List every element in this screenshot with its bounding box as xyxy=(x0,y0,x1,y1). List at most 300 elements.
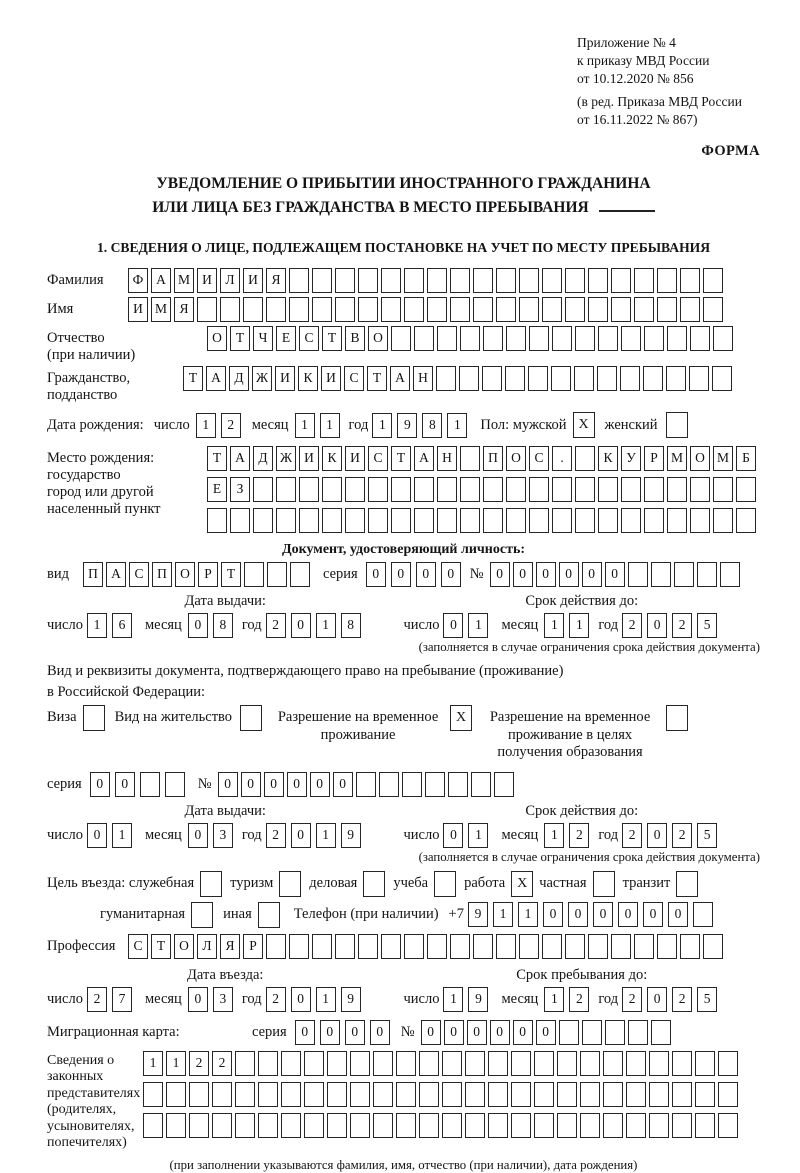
char-box[interactable] xyxy=(322,508,342,533)
char-box[interactable]: 3 xyxy=(213,987,233,1012)
char-box[interactable] xyxy=(304,1051,324,1076)
char-box[interactable]: С xyxy=(344,366,364,391)
char-box[interactable]: 0 xyxy=(310,772,330,797)
business-checkbox[interactable] xyxy=(363,871,385,897)
char-box[interactable] xyxy=(212,1082,232,1107)
char-box[interactable]: И xyxy=(128,297,148,322)
char-box[interactable]: 1 xyxy=(518,902,538,927)
char-box[interactable]: 2 xyxy=(87,987,107,1012)
char-box[interactable]: О xyxy=(174,934,194,959)
char-box[interactable] xyxy=(575,477,595,502)
char-box[interactable] xyxy=(690,477,710,502)
char-box[interactable] xyxy=(483,477,503,502)
char-box[interactable]: 0 xyxy=(593,902,613,927)
char-box[interactable]: Т xyxy=(322,326,342,351)
char-box[interactable]: 0 xyxy=(647,823,667,848)
char-box[interactable]: 0 xyxy=(295,1020,315,1045)
char-box[interactable] xyxy=(258,1113,278,1138)
char-box[interactable] xyxy=(588,297,608,322)
char-box[interactable]: 0 xyxy=(345,1020,365,1045)
char-box[interactable] xyxy=(649,1082,669,1107)
char-box[interactable] xyxy=(689,366,709,391)
char-box[interactable]: 2 xyxy=(266,613,286,638)
char-box[interactable]: 0 xyxy=(291,823,311,848)
char-box[interactable] xyxy=(690,508,710,533)
char-box[interactable]: 5 xyxy=(697,823,717,848)
char-box[interactable] xyxy=(419,1113,439,1138)
char-box[interactable] xyxy=(304,1082,324,1107)
char-box[interactable] xyxy=(345,508,365,533)
char-box[interactable] xyxy=(703,934,723,959)
char-box[interactable]: 1 xyxy=(372,413,392,438)
char-box[interactable]: П xyxy=(483,446,503,471)
char-box[interactable] xyxy=(473,268,493,293)
char-box[interactable]: 1 xyxy=(447,413,467,438)
char-box[interactable] xyxy=(327,1051,347,1076)
char-box[interactable] xyxy=(713,508,733,533)
char-box[interactable] xyxy=(312,268,332,293)
char-box[interactable] xyxy=(483,508,503,533)
char-box[interactable] xyxy=(335,297,355,322)
char-box[interactable] xyxy=(442,1051,462,1076)
char-box[interactable] xyxy=(559,1020,579,1045)
char-box[interactable]: П xyxy=(152,562,172,587)
char-box[interactable]: 1 xyxy=(544,823,564,848)
char-box[interactable] xyxy=(542,297,562,322)
tourism-checkbox[interactable] xyxy=(279,871,301,897)
male-checkbox[interactable]: X xyxy=(573,412,595,438)
char-box[interactable] xyxy=(505,366,525,391)
char-box[interactable]: 1 xyxy=(316,823,336,848)
char-box[interactable]: И xyxy=(345,446,365,471)
char-box[interactable] xyxy=(565,297,585,322)
char-box[interactable] xyxy=(488,1051,508,1076)
char-box[interactable] xyxy=(565,268,585,293)
char-box[interactable] xyxy=(575,446,595,471)
char-box[interactable] xyxy=(552,477,572,502)
char-box[interactable] xyxy=(695,1051,715,1076)
char-box[interactable] xyxy=(667,477,687,502)
char-box[interactable] xyxy=(580,1051,600,1076)
char-box[interactable]: Т xyxy=(221,562,241,587)
char-box[interactable] xyxy=(621,508,641,533)
char-box[interactable] xyxy=(281,1113,301,1138)
char-box[interactable]: 0 xyxy=(443,613,463,638)
char-box[interactable]: 0 xyxy=(536,1020,556,1045)
char-box[interactable] xyxy=(391,508,411,533)
char-box[interactable]: 2 xyxy=(266,987,286,1012)
char-box[interactable] xyxy=(373,1113,393,1138)
char-box[interactable]: 3 xyxy=(213,823,233,848)
char-box[interactable]: 9 xyxy=(397,413,417,438)
temp-residence-checkbox[interactable]: X xyxy=(450,705,472,731)
char-box[interactable] xyxy=(473,934,493,959)
char-box[interactable]: А xyxy=(151,268,171,293)
char-box[interactable] xyxy=(266,934,286,959)
char-box[interactable] xyxy=(496,934,516,959)
char-box[interactable] xyxy=(621,477,641,502)
char-box[interactable] xyxy=(718,1082,738,1107)
char-box[interactable] xyxy=(697,562,717,587)
char-box[interactable] xyxy=(414,326,434,351)
char-box[interactable] xyxy=(519,934,539,959)
char-box[interactable]: П xyxy=(83,562,103,587)
char-box[interactable] xyxy=(588,268,608,293)
char-box[interactable] xyxy=(419,1082,439,1107)
char-box[interactable] xyxy=(253,508,273,533)
char-box[interactable] xyxy=(299,508,319,533)
char-box[interactable]: 0 xyxy=(287,772,307,797)
char-box[interactable]: Ч xyxy=(253,326,273,351)
char-box[interactable] xyxy=(488,1113,508,1138)
char-box[interactable] xyxy=(391,326,411,351)
char-box[interactable]: 9 xyxy=(341,987,361,1012)
study-checkbox[interactable] xyxy=(434,871,456,897)
char-box[interactable]: 2 xyxy=(672,823,692,848)
char-box[interactable]: 1 xyxy=(112,823,132,848)
char-box[interactable] xyxy=(494,772,514,797)
char-box[interactable] xyxy=(304,1113,324,1138)
char-box[interactable] xyxy=(197,297,217,322)
char-box[interactable] xyxy=(657,934,677,959)
char-box[interactable] xyxy=(482,366,502,391)
char-box[interactable] xyxy=(651,562,671,587)
char-box[interactable] xyxy=(368,508,388,533)
char-box[interactable]: А xyxy=(230,446,250,471)
char-box[interactable] xyxy=(379,772,399,797)
char-box[interactable] xyxy=(358,268,378,293)
char-box[interactable] xyxy=(534,1051,554,1076)
char-box[interactable] xyxy=(442,1113,462,1138)
char-box[interactable]: 0 xyxy=(647,987,667,1012)
char-box[interactable] xyxy=(437,477,457,502)
char-box[interactable] xyxy=(712,366,732,391)
char-box[interactable] xyxy=(603,1113,623,1138)
char-box[interactable] xyxy=(437,508,457,533)
char-box[interactable]: 1 xyxy=(468,613,488,638)
char-box[interactable] xyxy=(667,326,687,351)
char-box[interactable] xyxy=(597,366,617,391)
char-box[interactable] xyxy=(611,268,631,293)
char-box[interactable]: 0 xyxy=(291,987,311,1012)
char-box[interactable] xyxy=(276,477,296,502)
char-box[interactable] xyxy=(580,1082,600,1107)
char-box[interactable] xyxy=(404,268,424,293)
char-box[interactable]: 1 xyxy=(569,613,589,638)
char-box[interactable]: А xyxy=(206,366,226,391)
char-box[interactable] xyxy=(605,1020,625,1045)
char-box[interactable] xyxy=(644,477,664,502)
char-box[interactable] xyxy=(551,366,571,391)
char-box[interactable] xyxy=(450,297,470,322)
char-box[interactable]: 0 xyxy=(264,772,284,797)
char-box[interactable]: 0 xyxy=(467,1020,487,1045)
char-box[interactable] xyxy=(634,268,654,293)
char-box[interactable] xyxy=(575,326,595,351)
char-box[interactable] xyxy=(511,1113,531,1138)
char-box[interactable] xyxy=(427,934,447,959)
char-box[interactable] xyxy=(358,297,378,322)
char-box[interactable] xyxy=(391,477,411,502)
char-box[interactable]: 8 xyxy=(213,613,233,638)
humanitarian-checkbox[interactable] xyxy=(191,902,213,928)
char-box[interactable] xyxy=(672,1051,692,1076)
char-box[interactable] xyxy=(483,326,503,351)
char-box[interactable] xyxy=(396,1113,416,1138)
char-box[interactable]: Т xyxy=(151,934,171,959)
char-box[interactable]: 0 xyxy=(568,902,588,927)
char-box[interactable]: 2 xyxy=(672,987,692,1012)
char-box[interactable] xyxy=(496,268,516,293)
char-box[interactable]: Т xyxy=(207,446,227,471)
char-box[interactable] xyxy=(634,297,654,322)
char-box[interactable]: А xyxy=(414,446,434,471)
char-box[interactable] xyxy=(404,934,424,959)
char-box[interactable]: 2 xyxy=(212,1051,232,1076)
char-box[interactable] xyxy=(381,934,401,959)
residence-permit-checkbox[interactable] xyxy=(240,705,262,731)
other-checkbox[interactable] xyxy=(258,902,280,928)
char-box[interactable] xyxy=(528,366,548,391)
char-box[interactable] xyxy=(459,366,479,391)
char-box[interactable] xyxy=(460,446,480,471)
char-box[interactable] xyxy=(258,1082,278,1107)
char-box[interactable] xyxy=(266,297,286,322)
char-box[interactable]: Л xyxy=(220,268,240,293)
char-box[interactable] xyxy=(165,772,185,797)
char-box[interactable]: О xyxy=(506,446,526,471)
char-box[interactable]: 0 xyxy=(416,562,436,587)
char-box[interactable] xyxy=(643,366,663,391)
char-box[interactable]: 5 xyxy=(697,987,717,1012)
char-box[interactable] xyxy=(368,477,388,502)
char-box[interactable]: И xyxy=(299,446,319,471)
char-box[interactable]: О xyxy=(690,446,710,471)
char-box[interactable]: 0 xyxy=(536,562,556,587)
char-box[interactable] xyxy=(657,297,677,322)
char-box[interactable] xyxy=(281,1051,301,1076)
char-box[interactable]: Я xyxy=(174,297,194,322)
char-box[interactable] xyxy=(690,326,710,351)
char-box[interactable]: А xyxy=(106,562,126,587)
char-box[interactable] xyxy=(693,902,713,927)
char-box[interactable] xyxy=(621,326,641,351)
char-box[interactable]: 7 xyxy=(112,987,132,1012)
char-box[interactable] xyxy=(235,1051,255,1076)
char-box[interactable] xyxy=(289,297,309,322)
char-box[interactable] xyxy=(373,1082,393,1107)
char-box[interactable] xyxy=(327,1082,347,1107)
char-box[interactable] xyxy=(166,1113,186,1138)
char-box[interactable]: 0 xyxy=(366,562,386,587)
char-box[interactable]: О xyxy=(175,562,195,587)
char-box[interactable]: 0 xyxy=(441,562,461,587)
char-box[interactable] xyxy=(506,508,526,533)
char-box[interactable] xyxy=(460,508,480,533)
char-box[interactable] xyxy=(519,297,539,322)
char-box[interactable] xyxy=(381,268,401,293)
char-box[interactable] xyxy=(460,477,480,502)
char-box[interactable] xyxy=(425,772,445,797)
char-box[interactable] xyxy=(442,1082,462,1107)
char-box[interactable] xyxy=(253,477,273,502)
char-box[interactable]: 8 xyxy=(422,413,442,438)
char-box[interactable] xyxy=(381,297,401,322)
char-box[interactable] xyxy=(574,366,594,391)
char-box[interactable] xyxy=(488,1082,508,1107)
char-box[interactable]: Я xyxy=(220,934,240,959)
char-box[interactable] xyxy=(419,1051,439,1076)
char-box[interactable]: 1 xyxy=(143,1051,163,1076)
private-checkbox[interactable] xyxy=(593,871,615,897)
char-box[interactable] xyxy=(666,366,686,391)
char-box[interactable] xyxy=(207,508,227,533)
char-box[interactable] xyxy=(598,477,618,502)
char-box[interactable]: 0 xyxy=(490,1020,510,1045)
char-box[interactable]: 1 xyxy=(443,987,463,1012)
char-box[interactable] xyxy=(230,508,250,533)
char-box[interactable]: Ж xyxy=(276,446,296,471)
char-box[interactable] xyxy=(713,477,733,502)
char-box[interactable]: 2 xyxy=(266,823,286,848)
char-box[interactable]: 0 xyxy=(513,1020,533,1045)
char-box[interactable]: Я xyxy=(266,268,286,293)
char-box[interactable]: 2 xyxy=(672,613,692,638)
char-box[interactable]: Б xyxy=(736,446,756,471)
char-box[interactable]: 9 xyxy=(468,987,488,1012)
char-box[interactable] xyxy=(220,297,240,322)
official-checkbox[interactable] xyxy=(200,871,222,897)
char-box[interactable] xyxy=(644,508,664,533)
char-box[interactable]: 1 xyxy=(196,413,216,438)
char-box[interactable]: 1 xyxy=(544,987,564,1012)
char-box[interactable] xyxy=(580,1113,600,1138)
char-box[interactable]: 2 xyxy=(569,823,589,848)
char-box[interactable] xyxy=(471,772,491,797)
char-box[interactable]: В xyxy=(345,326,365,351)
visa-checkbox[interactable] xyxy=(83,705,105,731)
char-box[interactable]: М xyxy=(174,268,194,293)
char-box[interactable]: Ф xyxy=(128,268,148,293)
char-box[interactable]: Т xyxy=(183,366,203,391)
char-box[interactable] xyxy=(598,508,618,533)
char-box[interactable]: 0 xyxy=(643,902,663,927)
char-box[interactable]: К xyxy=(322,446,342,471)
char-box[interactable]: Е xyxy=(276,326,296,351)
char-box[interactable] xyxy=(534,1113,554,1138)
char-box[interactable]: . xyxy=(552,446,572,471)
char-box[interactable] xyxy=(450,268,470,293)
char-box[interactable]: У xyxy=(621,446,641,471)
char-box[interactable] xyxy=(166,1082,186,1107)
char-box[interactable]: 6 xyxy=(112,613,132,638)
char-box[interactable]: 0 xyxy=(490,562,510,587)
char-box[interactable] xyxy=(473,297,493,322)
char-box[interactable] xyxy=(465,1051,485,1076)
char-box[interactable] xyxy=(519,268,539,293)
char-box[interactable] xyxy=(657,268,677,293)
char-box[interactable]: 9 xyxy=(468,902,488,927)
char-box[interactable]: Д xyxy=(229,366,249,391)
char-box[interactable]: 0 xyxy=(391,562,411,587)
char-box[interactable] xyxy=(672,1113,692,1138)
char-box[interactable]: А xyxy=(390,366,410,391)
char-box[interactable] xyxy=(345,477,365,502)
char-box[interactable] xyxy=(350,1051,370,1076)
char-box[interactable]: 0 xyxy=(115,772,135,797)
char-box[interactable] xyxy=(460,326,480,351)
char-box[interactable]: 0 xyxy=(370,1020,390,1045)
char-box[interactable] xyxy=(634,934,654,959)
char-box[interactable]: 0 xyxy=(543,902,563,927)
char-box[interactable] xyxy=(465,1082,485,1107)
char-box[interactable] xyxy=(529,326,549,351)
char-box[interactable] xyxy=(557,1082,577,1107)
char-box[interactable]: 2 xyxy=(622,987,642,1012)
char-box[interactable] xyxy=(511,1082,531,1107)
char-box[interactable] xyxy=(143,1113,163,1138)
char-box[interactable]: 0 xyxy=(582,562,602,587)
char-box[interactable] xyxy=(644,326,664,351)
char-box[interactable]: 1 xyxy=(316,613,336,638)
char-box[interactable] xyxy=(674,562,694,587)
char-box[interactable]: И xyxy=(197,268,217,293)
char-box[interactable] xyxy=(289,268,309,293)
char-box[interactable]: 0 xyxy=(241,772,261,797)
char-box[interactable]: 0 xyxy=(513,562,533,587)
char-box[interactable]: Л xyxy=(197,934,217,959)
char-box[interactable]: 1 xyxy=(316,987,336,1012)
char-box[interactable] xyxy=(276,508,296,533)
char-box[interactable] xyxy=(672,1082,692,1107)
char-box[interactable] xyxy=(427,297,447,322)
char-box[interactable] xyxy=(143,1082,163,1107)
char-box[interactable] xyxy=(713,326,733,351)
char-box[interactable] xyxy=(396,1082,416,1107)
char-box[interactable] xyxy=(212,1113,232,1138)
char-box[interactable] xyxy=(534,1082,554,1107)
char-box[interactable] xyxy=(327,1113,347,1138)
char-box[interactable]: 0 xyxy=(668,902,688,927)
char-box[interactable]: 0 xyxy=(188,987,208,1012)
char-box[interactable]: 0 xyxy=(605,562,625,587)
char-box[interactable] xyxy=(465,1113,485,1138)
char-box[interactable] xyxy=(628,1020,648,1045)
char-box[interactable]: 0 xyxy=(421,1020,441,1045)
char-box[interactable]: 1 xyxy=(87,613,107,638)
char-box[interactable]: 0 xyxy=(291,613,311,638)
char-box[interactable]: М xyxy=(667,446,687,471)
char-box[interactable]: М xyxy=(151,297,171,322)
char-box[interactable] xyxy=(290,562,310,587)
char-box[interactable] xyxy=(603,1051,623,1076)
female-checkbox[interactable] xyxy=(666,412,688,438)
char-box[interactable] xyxy=(529,508,549,533)
char-box[interactable] xyxy=(626,1082,646,1107)
transit-checkbox[interactable] xyxy=(676,871,698,897)
char-box[interactable]: С xyxy=(299,326,319,351)
char-box[interactable] xyxy=(557,1051,577,1076)
char-box[interactable]: 0 xyxy=(559,562,579,587)
char-box[interactable]: Т xyxy=(367,366,387,391)
char-box[interactable] xyxy=(552,508,572,533)
char-box[interactable]: С xyxy=(129,562,149,587)
char-box[interactable] xyxy=(189,1082,209,1107)
char-box[interactable] xyxy=(427,268,447,293)
char-box[interactable]: 8 xyxy=(341,613,361,638)
char-box[interactable] xyxy=(335,934,355,959)
char-box[interactable]: К xyxy=(598,446,618,471)
